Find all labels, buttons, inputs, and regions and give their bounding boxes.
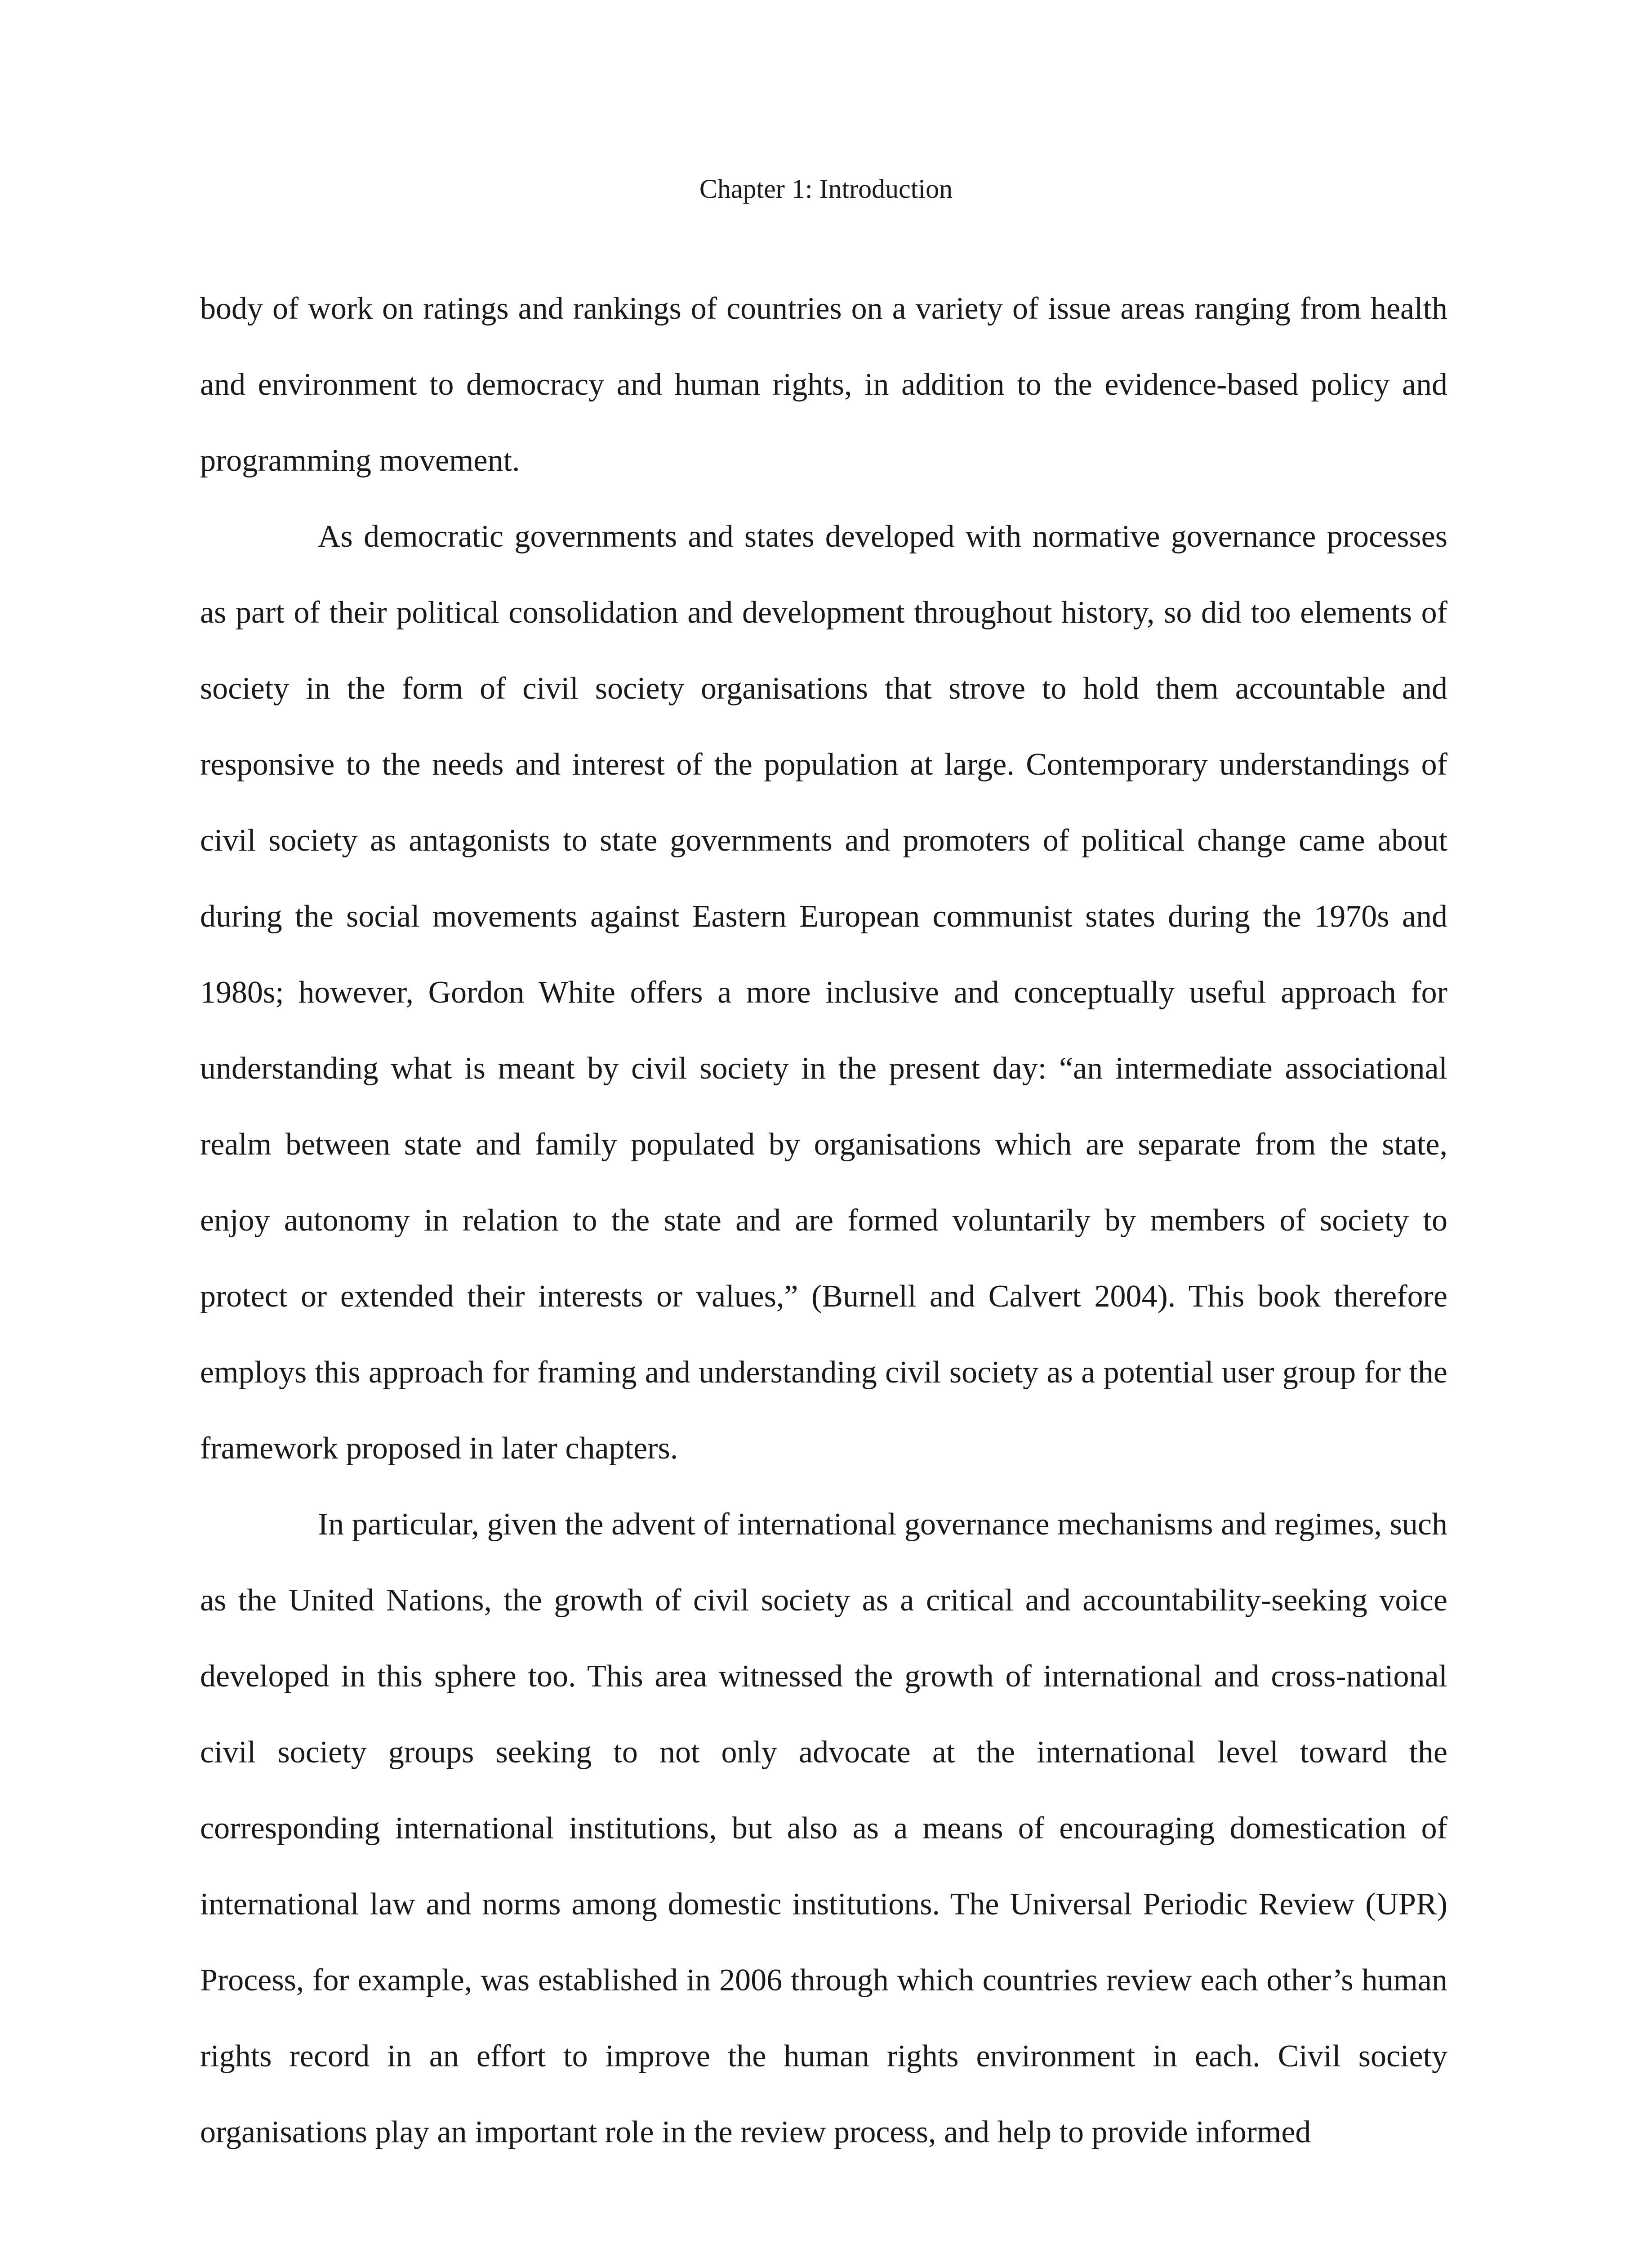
paragraph-international-governance: In particular, given the advent of international governance mechanisms and regimes, such as the United Nations, the growth of civil society as a critical and accountability-seeking voice developed in this sphere too. This area witnessed the growth of international and cross-national civil society groups seeking to not only advocate at the international level toward the corresponding international institutions, but also as a means of encouraging domestication of international law and norms among domestic institutions. The Universal Periodic Review (UPR) Process, for example, was established in 2006 through which countries review each other’s human rights record in an effort to improve the human rights environment in each. Civil society organisations play an important role in the review process, and help to provide informed [200, 1507, 1447, 2150]
body-text [200, 271, 1447, 2170]
paragraph-civil-society: As democratic governments and states developed with normative governance processes as part of their political consolidation and development throughout history, so did too elements of society in the form of civil society organisations that strove to hold them accountable and responsive to the needs and interest of the population at large. Contemporary understandings of civil society as antagonists to state governments and promoters of political change came about during the social movements against Eastern European communist states during the 1970s and 1980s; however, Gordon White offers a more inclusive and conceptually useful approach for understanding what is meant by civil society in the present day: “an intermediate associational realm between state and family populated by organisations which are separate from the state, enjoy autonomy in relation to the state and are formed voluntarily by members of society to protect or extended their interests or values,” (Burnell and Calvert 2004). This book therefore employs this approach for framing and understanding civil society as a potential user group for the framework proposed in later chapters. [200, 519, 1447, 1466]
running-header: Chapter 1: Introduction [699, 174, 953, 204]
paragraph-continued: body of work on ratings and rankings of countries on a variety of issue areas ranging from health and environment to democracy and human rights, in addition to the evidence-based policy and programming movement. [200, 291, 1447, 478]
